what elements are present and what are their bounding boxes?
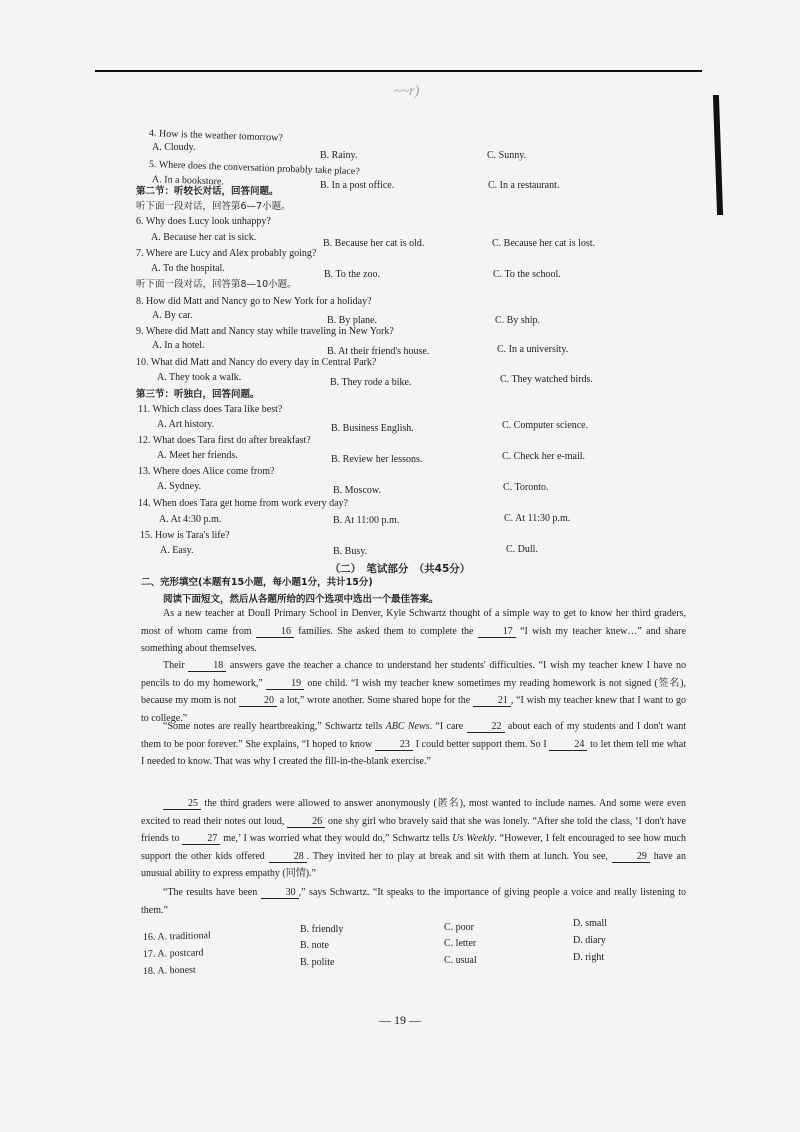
blank-24[interactable]: 24 xyxy=(549,739,587,751)
q18-option-d: D. right xyxy=(573,952,605,963)
q9-option-a: A. In a hotel. xyxy=(152,340,205,351)
q15-option-c: C. Dull. xyxy=(506,544,538,555)
question-12: 12. What does Tara first do after breakfast? xyxy=(138,435,311,446)
q16-option-a: 16. A. traditional xyxy=(142,930,211,943)
question-9: 9. Where did Matt and Nancy stay while traveling in New York? xyxy=(136,326,394,337)
blank-17[interactable]: 17 xyxy=(478,626,516,638)
blank-20[interactable]: 20 xyxy=(239,695,277,707)
q8-option-c: C. By ship. xyxy=(495,315,541,326)
q7-option-c: C. To the school. xyxy=(493,269,561,280)
q5-option-a: A. In a bookstore. xyxy=(151,174,225,188)
q8-option-b: B. By plane. xyxy=(327,315,377,326)
q17-option-c: C. letter xyxy=(444,938,477,949)
q6-option-b: B. Because her cat is old. xyxy=(323,238,425,249)
faint-handwriting: ~~r) xyxy=(394,84,420,99)
q16-option-c: C. poor xyxy=(444,922,474,933)
passage-paragraph-1: As a new teacher at Doull Primary School in Denver, Kyle Schwartz thought of a simple way to get to know her third graders, most of whom came from 16 families. She asked them to complete the 17 “I wish my teacher knew…” and share something about themselves. xyxy=(141,608,687,654)
q12-option-b: B. Review her lessons. xyxy=(331,454,423,465)
passage-paragraph-3: “Some notes are really heartbreaking,” Schwartz tells ABC News. “I care 22 about each of my students and I don't want them to be poor forever.” She explains, “I hoped to know 23 I could better support them. So I 24 to let them tell me what I needed to know. That was why I created the fill-in-the-blank exercise.” xyxy=(141,721,687,767)
blank-30[interactable]: 30 xyxy=(261,887,299,899)
blank-16[interactable]: 16 xyxy=(256,626,294,638)
q11-option-a: A. Art history. xyxy=(157,419,215,430)
written-section-title: （二） 笔试部分 （共45分） xyxy=(329,563,471,575)
question-11: 11. Which class does Tara like best? xyxy=(138,404,283,415)
q10-option-a: A. They took a walk. xyxy=(157,372,242,383)
q15-option-a: A. Easy. xyxy=(160,545,194,556)
q13-option-c: C. Toronto. xyxy=(503,482,549,493)
question-7: 7. Where are Lucy and Alex probably going? xyxy=(136,248,317,259)
q12-option-c: C. Check her e-mail. xyxy=(502,451,586,462)
q5-option-b: B. In a post office. xyxy=(320,180,395,191)
q17-option-a: 17. A. postcard xyxy=(142,947,204,960)
question-6: 6. Why does Lucy look unhappy? xyxy=(136,216,271,227)
media-name: ABC News xyxy=(385,721,430,732)
q13-option-a: A. Sydney. xyxy=(157,481,202,492)
q16-option-d: D. small xyxy=(573,918,607,929)
q7-option-b: B. To the zoo. xyxy=(324,269,381,280)
blank-29[interactable]: 29 xyxy=(612,851,650,863)
q4-option-a: A. Cloudy. xyxy=(152,142,196,153)
q4-option-c: C. Sunny. xyxy=(487,150,527,161)
question-4: 4. How is the weather tomorrow? xyxy=(148,128,283,144)
q9-option-c: C. In a university. xyxy=(497,344,569,355)
blank-27[interactable]: 27 xyxy=(182,833,220,845)
top-rule xyxy=(95,70,702,72)
passage-paragraph-2: Their 18 answers gave the teacher a chance to understand her students' difficulties. “I wish my teacher knew I have no pencils to do my homework,” 19 one child. “I wish my teacher knew sometimes my reading homework is not signed (签名), because my mom is not 20 a lot,” wrote another. Some shared hope for the 21 , “I wish my teacher knew that I want to go to college.” xyxy=(141,660,687,724)
q13-option-b: B. Moscow. xyxy=(333,485,381,496)
blank-25[interactable]: 25 xyxy=(163,798,201,810)
question-13: 13. Where does Alice come from? xyxy=(138,466,275,477)
cloze-heading: 二、完形填空(本题有15小题，每小题1分，共计15分) xyxy=(141,577,373,588)
q4-option-b: B. Rainy. xyxy=(320,150,358,161)
q14-option-b: B. At 11:00 p.m. xyxy=(333,515,400,526)
blank-22[interactable]: 22 xyxy=(467,721,505,733)
blank-18[interactable]: 18 xyxy=(188,660,226,672)
question-5: 5. Where does the conversation probably take place? xyxy=(148,159,360,178)
q17-option-b: B. note xyxy=(300,940,329,951)
page-number: — 19 — xyxy=(379,1013,421,1027)
passage-paragraph-4: 25 the third graders were allowed to answer anonymously (匿名), most wanted to include names. And some were even excited to read their notes out loud, 26 one shy girl who bravely said that she was lonely. “After she told the class, ‘I don't have friends to 27 me,’ I was worried what they would do,” Schwartz tells Us Weekly. “However, I felt encouraged to see how much support the other kids offered 28 . They invited her to play at break and sit with them at lunch. You see, 29 have an unusual ability to express empathy (同情).” xyxy=(141,798,686,879)
q10-option-c: C. They watched birds. xyxy=(500,374,593,385)
passage-paragraph-5: “The results have been 30 ,” says Schwartz. “It speaks to the importance of giving people a voice and really listening to them.” xyxy=(141,887,686,916)
q18-option-b: B. polite xyxy=(300,957,335,968)
q9-option-b: B. At their friend's house. xyxy=(327,346,430,357)
q6-option-c: C. Because her cat is lost. xyxy=(492,238,596,249)
q11-option-c: C. Computer science. xyxy=(502,420,589,431)
q8-option-a: A. By car. xyxy=(152,310,193,321)
section-heading: 第二节：听较长对话，回答问题。 xyxy=(136,186,279,197)
q16-option-b: B. friendly xyxy=(300,924,344,935)
q5-option-c: C. In a restaurant. xyxy=(488,180,560,191)
q7-option-a: A. To the hospital. xyxy=(151,263,225,274)
scan-edge-mark xyxy=(713,95,723,215)
q18-option-c: C. usual xyxy=(444,955,477,966)
question-10: 10. What did Matt and Nancy do every day in Central Park? xyxy=(136,357,377,368)
blank-26[interactable]: 26 xyxy=(287,816,325,828)
blank-28[interactable]: 28 xyxy=(269,851,307,863)
blank-21[interactable]: 21 xyxy=(473,695,511,707)
q15-option-b: B. Busy. xyxy=(333,546,368,557)
question-14: 14. When does Tara get home from work every day? xyxy=(138,498,348,509)
q10-option-b: B. They rode a bike. xyxy=(330,377,412,388)
section-subheading: 听下面一段对话，回答第8—10小题。 xyxy=(136,279,297,290)
media-name: Us Weekly xyxy=(452,833,495,844)
q18-option-a: 18. A. honest xyxy=(142,964,196,977)
section-subheading: 听下面一段对话，回答第6—7小题。 xyxy=(136,201,291,212)
q6-option-a: A. Because her cat is sick. xyxy=(151,232,257,243)
q12-option-a: A. Meet her friends. xyxy=(157,450,238,461)
section-heading: 第三节：听独白，回答问题。 xyxy=(136,389,260,400)
blank-23[interactable]: 23 xyxy=(375,739,413,751)
cloze-instruction: 阅读下面短文，然后从各题所给的四个选项中选出一个最佳答案。 xyxy=(163,594,439,605)
q14-option-c: C. At 11:30 p.m. xyxy=(504,513,571,524)
q11-option-b: B. Business English. xyxy=(331,423,414,434)
q14-option-a: A. At 4:30 p.m. xyxy=(159,514,222,525)
blank-19[interactable]: 19 xyxy=(266,678,304,690)
question-8: 8. How did Matt and Nancy go to New York for a holiday? xyxy=(136,296,372,307)
question-15: 15. How is Tara's life? xyxy=(140,530,230,541)
q17-option-d: D. diary xyxy=(573,935,606,946)
